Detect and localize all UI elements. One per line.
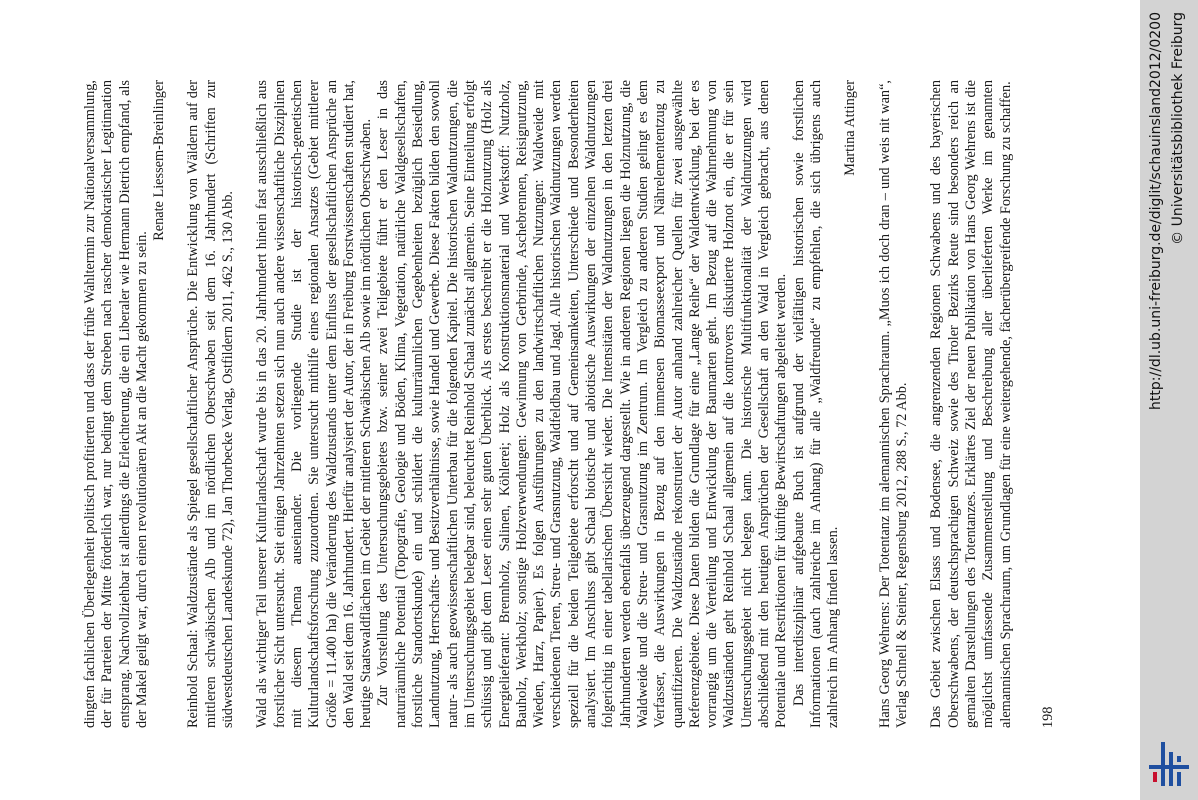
paragraph: Zur Vorstellung des Untersuchungsgebietes bzw. seiner zwei Teilgebiete führt er den Leser in das naturräumliche Potential (Topografie, Geologie und Böden, Klima, Vegetation, natürliche Waldgesellschaften, forstliche Standortskunde) ein und schildert die kulturräumlichen Gegebenheiten bezüglich Besiedlung, Landnutzung, Herrschafts- und Besitzverhältnisse, sowie Handel und Gewerbe. Diese Fakten bilden den sowohl natur- als auch geowissenschaftlichen Unterbau für die folgenden Kapitel. Die historischen Waldnutzungen, die im Untersuchungsgebiet belegbar sind, beleuchtet Reinhold Schaal zunächst allgemein. Seine Einteilung erfolgt schlüssig und gibt dem Leser einen sehr guten Überblick. Als erstes beschreibt er die Holznutzung (Holz als Energielieferant: Brennholz, Salinen, Köhlerei; Holz als Konstruktionsmaterial und Werkstoff: Nutzholz, Bauholz, Werkholz; sonstige Holzverwendungen: Gewinnung von Gerbrinde, Aschebrennen, Reisignutzung, Wieden, Harz, Papier). Es folgen Ausführungen zu den landwirtschaftlichen Nutzungen: Waldweide mit verschiedenen Tieren, Streu- und Grasnutzung, Waldfeldbau und Jagd. Alle historischen Waldnutzungen werden speziell für die beiden Teilgebiete erforscht und auf Gemeinsamkeiten, Unterschiede und Besonderheiten analysiert. Im Anschluss gibt Schaal biotische und abiotische Auswirkungen der einzelnen Waldnutzungen folgerichtig in einer tabellarischen Übersicht wieder. Die Intensitäten der Waldnutzungen in den letzten drei Jahrhunderten werden ebenfalls überzeugend dargestellt. Wie in anderen Regionen liegen die Holznutzung, die Waldweide und die Streu- und Grasnutzung im Zentrum. Im Vergleich zu anderen Studien gelingt es dem Verfasser, die Auswirkungen in Bezug auf den immensen Biomasseexport und Nährelemententzug zu quantifizieren. Die Waldzustände rekonstruiert der Autor anhand zahlreicher Quellen für zwei ausgewählte Referenzgebiete. Diese Daten bilden die Grundlage für eine „Lange Reihe“ der Waldentwicklung, bei der es vorrangig um die Verteilung und Entwicklung der Baumarten geht. Im Bezug auf die Wahrnehmung von Waldzuständen geht Reinhold Schaal allgemein auf die kontrovers diskutierte Holznot ein, die er für sein Untersuchungsgebiet nicht belegen kann. Die historische Multifunktionalität der Waldnutzungen wird abschließend mit den heutigen Ansprüchen der Gesellschaft an den Wald in Vergleich gebracht, aus denen Potentiale und Restriktionen für künftige Bewirtschaftungen abgeleitet werden. — [375, 80, 790, 728]
document-text — [82, 80, 1015, 728]
ub-freiburg-logo-icon — [1147, 738, 1191, 788]
page-number: 198 — [1040, 706, 1056, 728]
paragraph: dingten fachlichen Überlegenheit politisch profitierten und dass der frühe Wahltermin zur Nationalversammlung, der für Parteien der Mitte förderlich war, nur bedingt dem Streben nach rascher demokratischer Legitimation entsprang. Nachvollziehbar ist allerdings die Erleichterung, die ein Liberaler wie Hermann Dietrich empfand, als der Makel geilgt war, durch einen revolutionären Akt an die Macht gekommen zu sein. — [82, 80, 150, 728]
reviewer-signature: Martina Attinger — [842, 80, 859, 176]
permalink-url[interactable]: http://dl.ub.uni-freiburg.de/diglit/schauinsland2012/0200 — [1148, 12, 1164, 410]
paragraph: Wald als wichtiger Teil unserer Kulturlandschaft wurde bis in das 20. Jahrhundert hinein fast ausschließlich aus forstlicher Sicht untersucht. Seit einigen Jahrzehnten setzen sich nun auch andere wissenschaftliche Disziplinen mit diesem Thema auseinander. Die vorliegende Studie ist der historisch-genetischen Kulturlandschaftsforschung zuzuordnen. Sie untersucht mithilfe eines regionalen Ansatzes (Gebiet mittlerer Größe = 11.400 ha) die Veränderung des Waldzustands unter dem Einfluss der gesellschaftlichen Ansprüche an den Wald seit dem 16. Jahrhundert. Hierfür analysiert der Autor, der in Freiburg Forstwissenschaften studiert hat, heutige Staatswaldflächen im Gebiet der mittleren Schwäbischen Alb sowie im nördlichen Oberschwaben. — [254, 80, 375, 728]
library-sidebar — [1140, 0, 1198, 800]
reviewer-signature: Renate Liessem-Breinlinger — [151, 80, 168, 241]
copyright-notice: © Universitätsbibliothek Freiburg — [1170, 12, 1186, 245]
book-citation: Reinhold Schaal: Waldzustände als Spiegel gesellschaftlicher Ansprüche. Die Entwicklung von Wäldern auf der mittleren schwäbischen Alb und im nördlichen Oberschwaben seit dem 16. Jahrhundert (Schriften zur südwestdeutschen Landeskunde 72), Jan Thorbecke Verlag, Ostfildern 2011, 462 S., 130 Abb. — [185, 80, 237, 728]
paragraph: Das Gebiet zwischen Elsass und Bodensee, die angrenzenden Regionen Schwabens und des bayerischen Oberschwabens, der deutschsprachigen Schweiz sowie des Tiroler Bezirks Reute sind besonders reich an gemalten Darstellungen des Totentanzes. Erklärtes Ziel der neuen Publikation von Hans Georg Wehrens ist die möglichst umfassende Zusammenstellung und Beschreibung aller überlieferten Werke im genannten alemannischen Sprachraum, um Grundlagen für eine weitergehende, fächerübergreifende Forschung zu schaffen. — [928, 80, 1014, 728]
paragraph: Das interdisziplinär aufgebaute Buch ist aufgrund der vielfältigen historischen sowie forstlichen Informationen (auch zahlreiche im Anhang) für alle „Waldfreunde“ zu empfehlen, die sich übrigens auch zahlreich im Anhang finden lassen. — [790, 80, 842, 728]
book-citation: Hans Georg Wehrens: Der Totentanz im alemannischen Sprachraum. „Muos ich doch dran – und weis nit wan“, Verlag Schnell & Steiner, Regensburg 2012, 288 S., 72 Abb. — [876, 80, 911, 728]
